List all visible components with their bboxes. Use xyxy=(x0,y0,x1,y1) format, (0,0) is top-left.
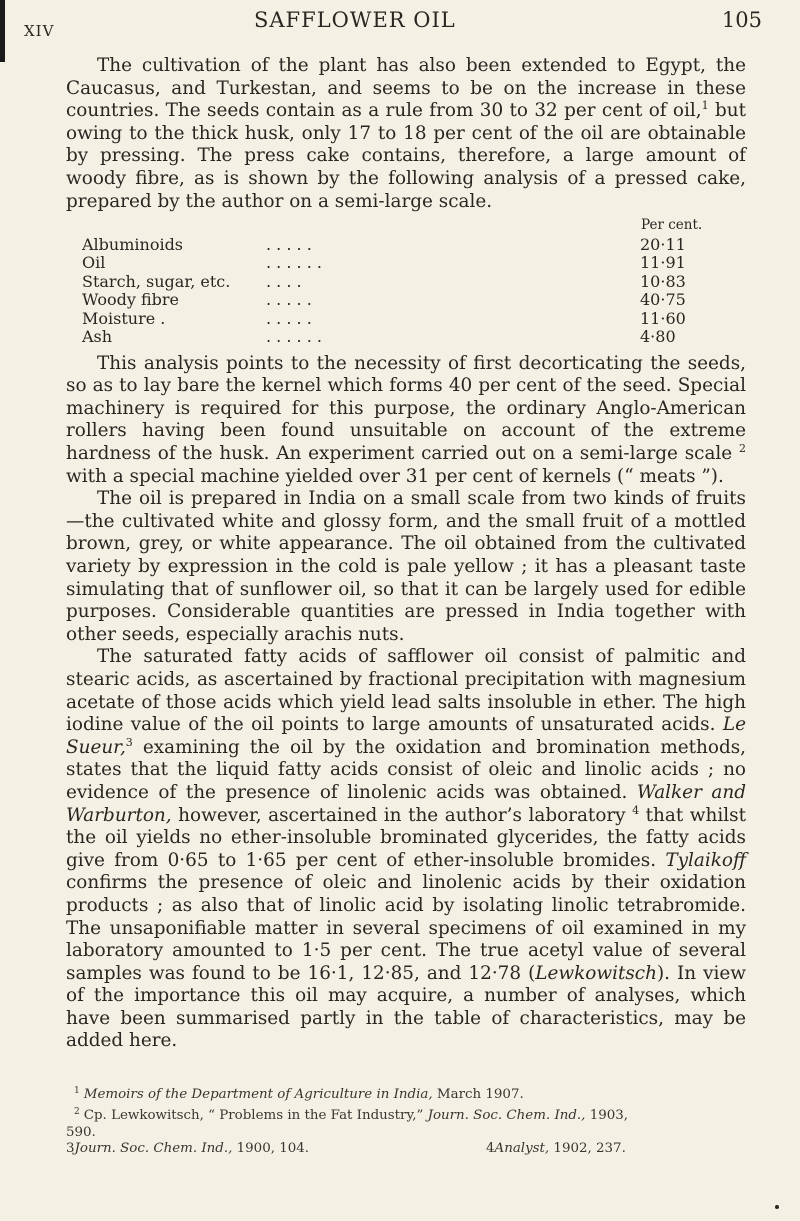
printing-mark xyxy=(775,1205,779,1209)
author-walker-warburton: Walker and Warburton, xyxy=(66,781,746,826)
analysis-row: Moisture . . . . . . 11·60 xyxy=(82,308,686,328)
running-header xyxy=(24,8,762,48)
analysis-unit-header: Per cent. xyxy=(641,217,703,234)
footnote-ref-4: 4 xyxy=(632,803,640,817)
page-number: 105 xyxy=(721,8,762,32)
page-binding-edge xyxy=(0,0,5,62)
footnote-1: $^1$ Memoirs of the Department of Agriculture in India, March 1907. xyxy=(74,1086,524,1102)
paragraph-4: The saturated fatty acids of safflower oil consist of palmitic and stearic acids, as ascertained by fractional precipitation with magnesium acetate of those acids which yield lead salts insoluble in ether. The high iodine value of the oil points to large amounts of unsaturated acids. Le Sueur,$^3$ examining the oil by the oxidation and bromination methods, states that the liquid fatty acids consist of oleic and linolic acids ; no evidence of the presence of linolenic acids was obtained. Walker and Warburton, however, ascertained in the author’s laboratory $^4$ that whilst the oil yields no ether-insoluble brominated glycerides, the fatty acids give from 0·65 to 1·65 per cent of ether-insoluble bromides. Tylaikoff confirms the presence of oleic and linolenic acids by their oxidation products ; as also that of linolic acid by isolating linolic tetrabromide. The unsaponifiable matter in several specimens of oil examined in my laboratory amounted to 1·5 per cent. The true acetyl value of several samples was found to be 16·1, 12·85, and 12·78 (Lewkowitsch). In view of the importance this oil may acquire, a number of analyses, which have been summarised partly in the table of characteristics, may be added here. xyxy=(66,646,746,1052)
footnote-3: 3Journ. Soc. Chem. Ind., 1900, 104. xyxy=(66,1141,310,1157)
footnote-2: $^2$ Cp. Lewkowitsch, “ Problems in the Fat Industry,” Journ. Soc. Chem. Ind., 1903, xyxy=(74,1106,629,1123)
running-title: SAFFLOWER OIL xyxy=(254,8,456,32)
paragraph-1: The cultivation of the plant has also been extended to Egypt, the Caucasus, and Turkestan, and seems to be on the increase in these countries. The seeds contain as a rule from 30 to 32 per cent of oil,$^1$ but owing to the thick husk, only 17 to 18 per cent of the oil are obtainable by pressing. The press cake contains, therefore, a large amount of woody fibre, as is shown by the following analysis of a pressed cake, prepared by the author on a semi-large scale. xyxy=(66,55,746,212)
analysis-row: Albuminoids . . . . . 20·11 xyxy=(82,234,686,254)
footnote-2-continuation: 590. xyxy=(66,1124,96,1140)
footnotes xyxy=(66,1083,746,1158)
author-le-sueur: Le Sueur, xyxy=(66,714,746,758)
footnote-row-3-4 xyxy=(66,1141,746,1158)
chapter-number: XIV xyxy=(24,22,55,40)
analysis-row: Starch, sugar, etc. . . . . 10·83 xyxy=(82,271,686,291)
paragraph-3: The oil is prepared in India on a small scale from two kinds of fruits—the cultivated white and glossy form, and the small fruit of a mottled brown, grey, or white appearance. The oil obtained from the cultivated variety by expression in the cold is pale yellow ; it has a pleasant taste simulating that of sunflower oil, so that it can be largely used for edible purposes. Considerable quantities are pressed in India together with other seeds, especially arachis nuts. xyxy=(66,488,746,645)
author-lewkowitsch: Lewkowitsch xyxy=(535,962,657,984)
analysis-table xyxy=(66,216,746,347)
paragraph-2: This analysis points to the necessity of first decorticating the seeds, so as to lay bare the kernel which forms 40 per cent of the seed. Special machinery is required for this purpose, the ordinary Anglo-American rollers having been found unsuitable on account of the extreme hardness of the husk. An experiment carried out on a semi-large scale $^2$ with a special machine yielded over 31 per cent of kernels (“ meats ”). xyxy=(66,352,746,487)
footnote-4: 4Analyst, 1902, 237. xyxy=(486,1141,626,1157)
analysis-row: Woody fibre . . . . . 40·75 xyxy=(82,290,686,310)
author-tylaikoff: Tylaikoff xyxy=(665,849,746,871)
footnote-ref-2: 2 xyxy=(739,441,746,455)
analysis-row: Oil . . . . . . 11·91 xyxy=(82,253,686,273)
body-text xyxy=(66,55,746,1053)
footnote-ref-1: 1 xyxy=(701,99,709,113)
footnote-ref-3: 3 xyxy=(125,735,133,749)
analysis-row: Ash . . . . . . 4·80 xyxy=(82,327,676,347)
